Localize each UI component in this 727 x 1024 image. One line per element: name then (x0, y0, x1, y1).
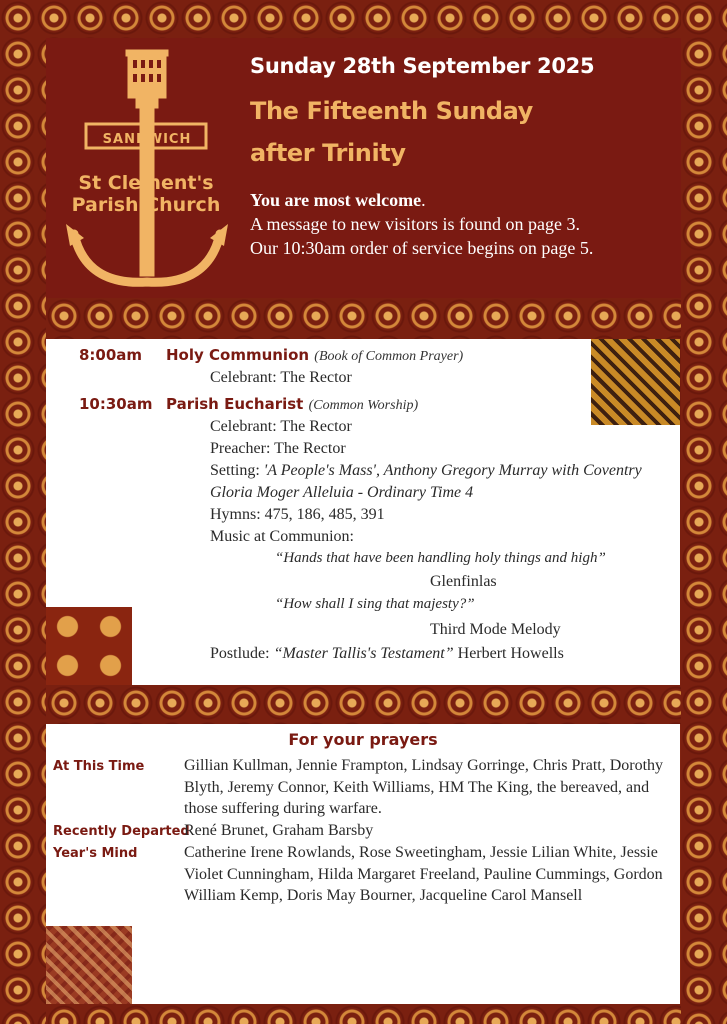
prayer-section-text: Gillian Kullman, Jennie Frampton, Lindsay Gorringe, Chris Pratt, Dorothy Blyth, Jeremy Connor, Keith Williams, HM The King, the bereaved, and those suffering during warfare. (184, 757, 664, 817)
main-setting: Setting: 'A People's Mass', Anthony Gregory Murray with Coventry (210, 462, 642, 479)
early-celebrant: Celebrant: The Rector (210, 369, 352, 386)
main-preacher: Preacher: The Rector (210, 440, 346, 457)
header-panel (46, 38, 681, 298)
decorative-tile (46, 607, 132, 685)
main-service-time: 10:30am (79, 395, 153, 413)
decorative-tile (591, 339, 680, 425)
early-service-time: 8:00am (79, 346, 143, 364)
prayer-section-label: Year's Mind (53, 846, 138, 861)
welcome-message: You are most welcome. A message to new visitors is found on page 3. Our 10:30am order of service begins on page 5. (250, 190, 594, 258)
prayer-section-text: René Brunet, Graham Barsby (184, 822, 374, 839)
tile-band-right (681, 0, 727, 1024)
prayers-title: For your prayers (288, 730, 438, 749)
main-setting-line2: Gloria Moger Alleluia - Ordinary Time 4 (210, 484, 474, 501)
order-note: Our 10:30am order of service begins on page 5. (250, 238, 594, 258)
early-service-name: Holy Communion (Book of Common Prayer) (166, 346, 464, 364)
music-at-communion-label: Music at Communion: (210, 528, 354, 545)
prayers-panel (46, 724, 680, 1004)
main-celebrant: Celebrant: The Rector (210, 418, 352, 435)
main-hymns: Hymns: 475, 186, 485, 391 (210, 506, 385, 523)
prayer-section-label: Recently Departed (53, 824, 190, 839)
tile-band-lower (46, 685, 681, 724)
decorative-tile (46, 926, 132, 1004)
church-logo (56, 46, 236, 296)
prayer-section-label: At This Time (53, 759, 145, 774)
postlude: Postlude: “Master Tallis's Testament” Herbert Howells (210, 645, 564, 662)
liturgical-day: The Fifteenth Sunday after Trinity (250, 97, 533, 167)
logo-church-name: St Clement's Parish Church (71, 172, 221, 216)
communion-music-2-tune: Third Mode Melody (430, 621, 561, 638)
service-date: Sunday 28th September 2025 (250, 54, 595, 78)
visitors-note: A message to new visitors is found on page 3. (250, 214, 580, 234)
main-service-name: Parish Eucharist (Common Worship) (166, 395, 419, 413)
tile-band-bottom (46, 1004, 681, 1024)
services-panel (46, 339, 680, 685)
anchor-icon (56, 46, 236, 296)
communion-music-1-tune: Glenfinlas (430, 573, 497, 590)
prayer-section-text: Catherine Irene Rowlands, Rose Sweetingham, Jessie Lilian White, Jessie Violet Cunningham, Hilda Margaret Freeland, Pauline Cummings, Gordon William Kemp, Doris May Bourner, Jacqueline Carol Mansell (184, 844, 663, 904)
welcome-heading: You are most welcome (250, 190, 422, 210)
communion-music-1-title: “Hands that have been handling holy things and high” (275, 550, 606, 566)
communion-music-2-title: “How shall I sing that majesty?” (275, 596, 475, 612)
logo-town: SANDWICH (102, 132, 192, 147)
tile-band-middle (46, 298, 681, 339)
tile-band-top (0, 0, 727, 38)
tile-band-left (0, 0, 46, 1024)
